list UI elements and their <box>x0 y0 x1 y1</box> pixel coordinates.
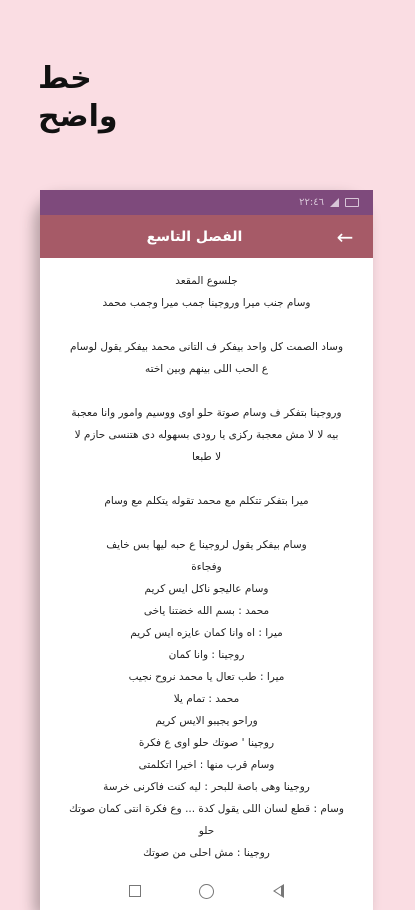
text-line: وفجاءة <box>191 561 222 573</box>
text-line: وراحو يجيبو الايس كريم <box>155 715 258 727</box>
chapter-title: الفصل التاسع <box>146 228 243 245</box>
text-line: روجينا : وانا كمان <box>168 649 245 661</box>
text-line: ميرا : طب تعال يا محمد نروح نجيب <box>128 671 285 683</box>
text-line: بيه لا لا مش معجبة ركزى يا رودى بسهوله دى هتنسى حازم لا <box>74 429 339 441</box>
square-icon[interactable] <box>129 885 141 897</box>
text-line: وسام قرب منها : اخيرا اتكلمتى <box>138 759 275 771</box>
paragraph-gap <box>50 468 363 490</box>
text-line: لا طبعا <box>191 451 222 463</box>
battery-icon <box>345 198 359 207</box>
text-line: محمد : تمام يلا <box>173 693 240 705</box>
app-bar <box>40 215 373 258</box>
text-line: وسام جنب ميرا وروجينا جمب ميرا وجمب محمد <box>102 297 311 309</box>
text-line: ميرا بتفكر تتكلم مع محمد تقوله يتكلم مع وسام <box>104 495 309 507</box>
arrow-back-icon[interactable]: ← <box>336 224 354 249</box>
phone-frame <box>40 190 373 910</box>
text-line: ميرا : اه وانا كمان عايزه ايس كريم <box>130 627 283 639</box>
text-line: ع الحب اللى بينهم وبين اخته <box>145 363 268 375</box>
chapter-text <box>40 258 373 859</box>
text-line: روجينا ' صوتك حلو اوى ع فكرة <box>138 737 275 749</box>
promo-line-1: خط <box>38 61 92 96</box>
text-line: وساد الصمت كل واحد بيفكر ف التانى محمد بيفكر يقول لوسام <box>69 341 344 353</box>
promo-heading <box>38 60 118 136</box>
text-line: محمد : بسم الله خضتنا ياخى <box>143 605 270 617</box>
circle-icon[interactable] <box>199 884 214 899</box>
paragraph-gap <box>50 380 363 402</box>
paragraph-gap <box>50 314 363 336</box>
text-line: وسام : قطع لسان اللى يقول كدة ... وع فكرة انتى كمان صوتك <box>69 803 344 815</box>
status-time: ٢٢:٤٦ <box>299 197 324 208</box>
text-line: وسام بيفكر يقول لروجينا ع حبه ليها بس خايف <box>106 539 307 551</box>
paragraph-gap <box>50 512 363 534</box>
text-line: حلو <box>198 825 215 837</box>
text-line: وسام عاليجو ناكل ايس كريم <box>144 583 269 595</box>
triangle-back-icon[interactable] <box>273 884 284 898</box>
signal-icon <box>330 198 339 207</box>
text-line: روجينا وهى باصة للبحر : ليه كنت فاكرنى خرسة <box>103 781 310 793</box>
text-line: وروجينا بتفكر ف وسام صوتة حلو اوى ووسيم وامور وانا معجبة <box>71 407 342 419</box>
text-line: روجينا : مش احلى من صوتك <box>143 847 270 859</box>
text-line: جلسوع المقعد <box>175 275 238 287</box>
status-bar <box>40 190 373 215</box>
promo-line-2: واضح <box>38 99 118 134</box>
system-nav-bar <box>40 875 373 907</box>
